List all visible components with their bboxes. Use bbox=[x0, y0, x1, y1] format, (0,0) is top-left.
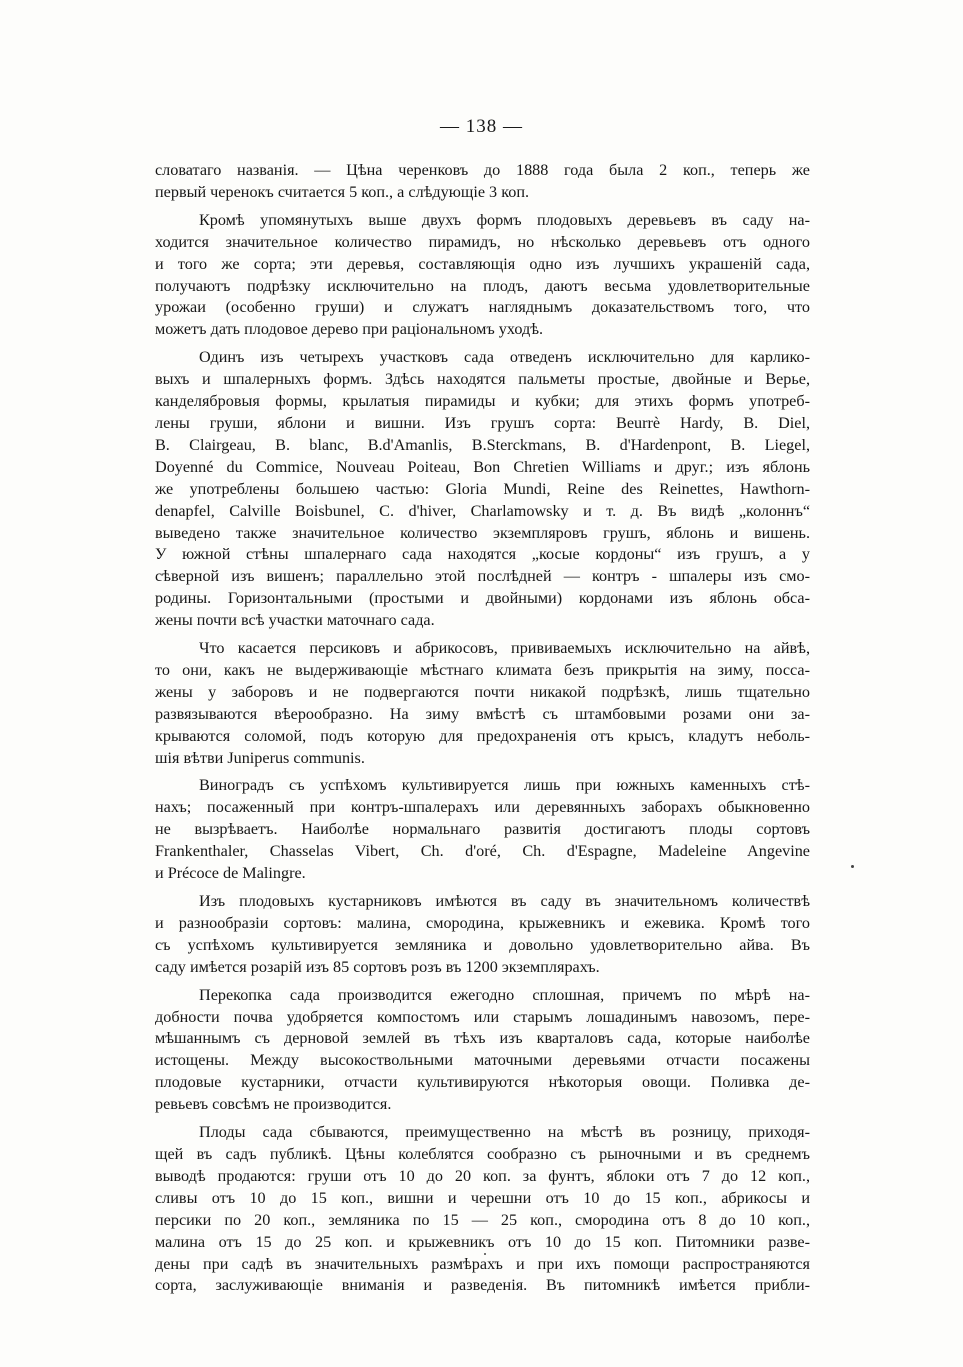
text-line: сорта, заслуживающіе вниманія и разведенія. Въ питомникѣ имѣется прибли- bbox=[155, 1276, 810, 1295]
text-line: развязываются вѣерообразно. На зиму вмѣстѣ съ штамбовыми розами они за- bbox=[155, 704, 810, 723]
text-line: первый черенокъ считается 5 коп., а слѣдующіе 3 коп. bbox=[155, 182, 530, 201]
text-line: Одинъ изъ четырехъ участковъ сада отведенъ исключительно для карлико- bbox=[199, 348, 810, 367]
text-line: ревьевъ совсѣмъ не производится. bbox=[155, 1095, 392, 1114]
text-line: Что касается персиковъ и абрикосовъ, прививаемыхъ исключительно на айвѣ, bbox=[199, 639, 810, 658]
body-text bbox=[155, 160, 810, 1303]
paragraph bbox=[155, 638, 810, 769]
text-line: лены груши, яблони и вишни. Изъ грушъ сорта: Beurrè Hardy, B. Diel, bbox=[155, 413, 810, 432]
text-line: щей въ садъ публикѣ. Цѣны колеблятся сообразно съ рыночными и въ среднемъ bbox=[155, 1144, 810, 1163]
text-line: выводѣ продаются: груши отъ 10 до 20 коп. за фунтъ, яблоки отъ 7 до 12 коп., bbox=[155, 1166, 810, 1185]
page-number: — 138 — bbox=[440, 116, 523, 137]
text-line: добности почва удобряется компостомъ или старымъ лошадинымъ навозомъ, пере- bbox=[155, 1007, 810, 1026]
text-line: не вызрѣваетъ. Наиболѣе нормальнаго развитія достигаютъ плоды сортовъ bbox=[155, 820, 810, 839]
text-line: Изъ плодовыхъ кустарниковъ имѣются въ саду въ значительномъ количествѣ bbox=[199, 892, 810, 910]
text-line: Плоды сада сбываются, преимущественно на мѣстѣ въ розницу, приходя- bbox=[199, 1123, 810, 1142]
text-line: У южной стѣны шпалернаго сада находятся „косые кордоны“ изъ грушъ, а у bbox=[155, 545, 810, 564]
paragraph bbox=[155, 985, 810, 1116]
text-line: то они, какъ не выдерживающіе мѣстнаго климата безъ прикрытія на зиму, посса- bbox=[155, 660, 810, 679]
text-line: сѣверной изъ вишенъ; параллельно этой послѣдней — контръ - шпалеры изъ смо- bbox=[155, 567, 810, 586]
text-line: крываются соломой, подъ которую для предохраненія отъ крысъ, кладутъ неболь- bbox=[155, 726, 810, 745]
paragraph bbox=[155, 210, 810, 341]
scan-speck bbox=[484, 1253, 486, 1255]
text-line: и того же сорта; эти деревья, составляющія одно изъ лучшихъ украшеній сада, bbox=[155, 254, 810, 273]
text-line: канделябровыя формы, крылатыя пирамиды и кубки; для этихъ формъ употреб- bbox=[155, 392, 810, 411]
text-line: и разнообразіи сортовъ: малина, смородина, крыжевникъ и ежевика. Кромѣ того bbox=[155, 913, 810, 932]
text-line: Перекопка сада производится ежегодно сплошная, причемъ по мѣрѣ на- bbox=[199, 985, 810, 1004]
text-line: Виноградъ съ успѣхомъ культивируется лишь при южныхъ каменныхъ стѣ- bbox=[199, 776, 810, 795]
text-line: можетъ дать плодовое дерево при раціональномъ уходѣ. bbox=[155, 320, 544, 339]
text-line: выхъ и шпалерныхъ формъ. Здѣсь находятся пальметы простые, двойные и Верье, bbox=[155, 370, 810, 389]
text-line: саду имѣется розарій изъ 85 сортовъ розъ въ 1200 экземплярахъ. bbox=[155, 957, 600, 976]
text-line: B. Clairgeau, B. blanc, B.d'Amanlis, B.Sterckmans, B. d'Hardenpont, B. Liegel, bbox=[155, 435, 810, 454]
text-line: персики по 20 коп., земляника по 15 — 25 коп., смородина отъ 8 до 10 коп., bbox=[155, 1210, 810, 1229]
paragraph bbox=[155, 775, 810, 885]
text-line: мѣшаннымъ съ дерновой землей въ тѣхъ изъ кварталовъ сада, которые наиболѣе bbox=[155, 1029, 810, 1048]
text-line: урожаи (особенно груши) и служатъ нагляднымъ доказательствомъ того, что bbox=[155, 298, 810, 317]
text-line: же употреблены большею частью: Gloria Mundi, Reine des Reinettes, Hawthorn- bbox=[155, 479, 810, 498]
text-line: нахъ; посаженный при контръ-шпалерахъ или деревянныхъ заборахъ обыкновенно bbox=[155, 798, 810, 817]
text-line: плодовые кустарники, отчасти культивируются нѣкоторыя овощи. Поливка де- bbox=[155, 1073, 810, 1092]
text-line: получаютъ подрѣзку исключительно на плодъ, даютъ весьма удовлетворительные bbox=[155, 276, 810, 295]
paragraph bbox=[155, 160, 810, 204]
paragraph bbox=[155, 891, 810, 979]
text-line: denapfel, Calville Boisbunel, C. d'hiver, Charlamowsky и т. д. Въ видѣ „колоннъ“ bbox=[155, 501, 810, 520]
paragraph bbox=[155, 347, 810, 632]
text-line: Кромѣ упомянутыхъ выше двухъ формъ плодовыхъ деревьевъ въ саду на- bbox=[199, 210, 810, 229]
text-line: шія вѣтви Juniperus communis. bbox=[155, 748, 365, 767]
text-line: малина отъ 15 до 25 коп. и крыжевникъ отъ 10 до 15 коп. Питомники разве- bbox=[155, 1232, 810, 1251]
paragraph bbox=[155, 1122, 810, 1297]
text-line: ходится значительное количество пирамидъ, но нѣсколько деревьевъ отъ одного bbox=[155, 232, 810, 251]
text-line: дены при садѣ въ значительныхъ размѣрахъ и при ихъ помощи распространяются bbox=[155, 1254, 810, 1273]
scan-speck bbox=[851, 865, 854, 868]
text-line: Doyenné du Commice, Nouveau Poiteau, Bon Chretien Williams и друг.; изъ яблонь bbox=[155, 457, 810, 476]
text-line: словатаго названія. — Цѣна черенковъ до 1888 года была 2 коп., теперь же bbox=[155, 161, 810, 179]
text-line: жены у заборовъ и не подвергаются почти никакой подрѣзкѣ, лишь тщательно bbox=[155, 682, 810, 701]
text-line: жены почти всѣ участки маточнаго сада. bbox=[155, 611, 435, 630]
text-line: выведено также значительное количество экземпляровъ грушъ, яблонь и вишень. bbox=[155, 523, 810, 542]
text-line: сливы отъ 10 до 15 коп., вишни и черешни отъ 10 до 15 коп., абрикосы и bbox=[155, 1188, 810, 1207]
text-line: и Précoce de Malingre. bbox=[155, 864, 306, 883]
text-line: родины. Горизонтальными (простыми и двойными) кордонами изъ яблонь обса- bbox=[155, 589, 810, 608]
text-line: истощены. Между высокоствольными маточными деревьями отчасти посажены bbox=[155, 1051, 810, 1070]
text-line: Frankenthaler, Chasselas Vibert, Ch. d'oré, Ch. d'Espagne, Madeleine Angevine bbox=[155, 842, 810, 861]
text-line: съ успѣхомъ культивируется земляника и довольно удовлетворительно айва. Въ bbox=[155, 935, 810, 954]
